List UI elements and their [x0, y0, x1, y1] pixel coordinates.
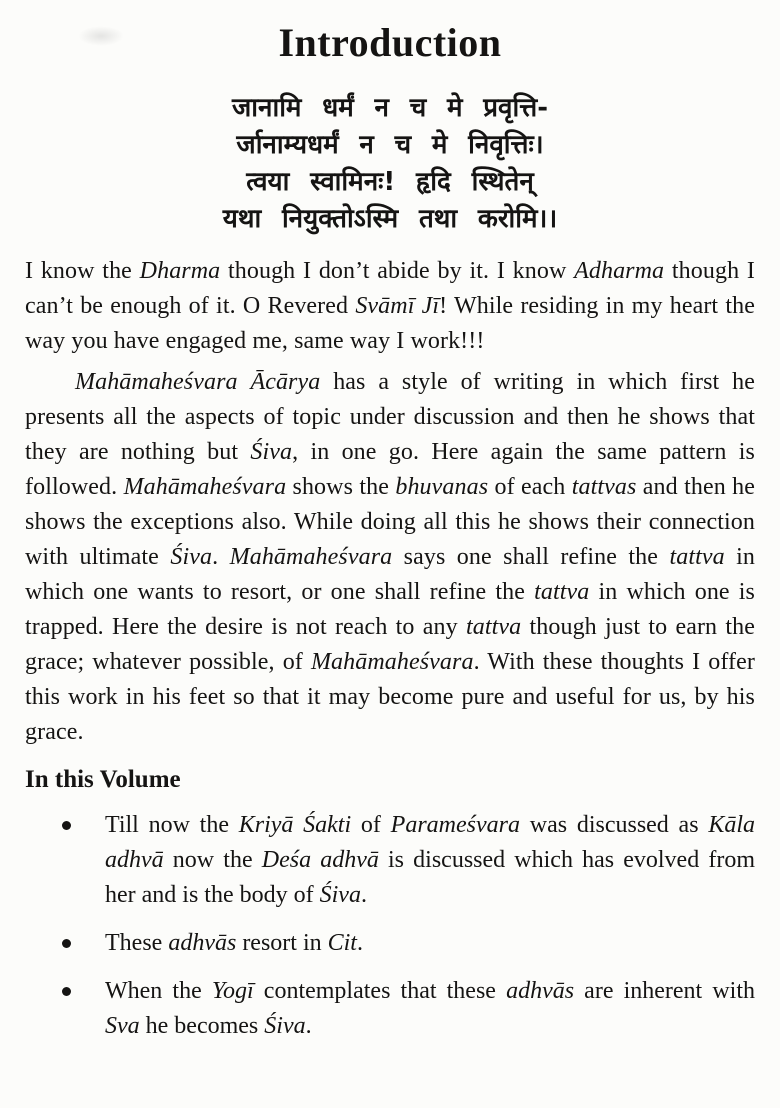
list-item-2: [25, 926, 755, 961]
sanskrit-verse: [25, 90, 755, 238]
verse-line-3: त्वया स्वामिनः! हृदि स्थितेन्: [246, 167, 534, 197]
bullet-icon: [62, 939, 71, 948]
section-heading: In this Volume: [25, 766, 181, 793]
bullet-text-1: Till now the Kriyā Śakti of Parameśvara was discussed as Kāla adhvā now the Deśa adhvā is discussed which has evolved from her and is the body of Śiva.: [105, 812, 755, 908]
list-item-3: [25, 974, 755, 1044]
page-title: Introduction: [278, 20, 502, 65]
verse-line-4: यथा नियुक्तोऽस्मि तथा करोमि।।: [222, 204, 558, 234]
bullet-icon: [62, 821, 71, 830]
verse-line-2: र्जानाम्यधर्मं न च मे निवृत्तिः।: [236, 130, 544, 160]
bullet-text-3: When the Yogī contemplates that these adhvās are inherent with Sva he becomes Śiva.: [105, 978, 756, 1039]
list-item-1: [25, 808, 755, 913]
bullet-text-2: These adhvās resort in Cit.: [105, 930, 363, 956]
verse-line-1: जानामि धर्मं न च मे प्रवृत्ति-: [232, 93, 548, 123]
paragraph-verse-translation: I know the Dharma though I don’t abide by it. I know Adharma though I can’t be enough of it. O Revered Svāmī Jī! While residing in my heart the way you have engaged me, same way I work!!!: [25, 258, 756, 354]
paragraph-commentary: Mahāmaheśvara Ācārya has a style of writing in which first he presents all the aspects of topic under discussion and then he shows that they are nothing but Śiva, in one go. Here again the same pattern is followed. Mahāmaheśvara shows the bhuvanas of each tattvas and then he shows the exceptions also. While doing all this he shows their connection with ultimate Śiva. Mahāmaheśvara says one shall refine the tattva in which one wants to resort, or one shall refine the tattva in which one is trapped. Here the desire is not reach to any tattva though just to earn the grace; whatever possible, of Mahāmaheśvara. With these thoughts I offer this work in his feet so that it may become pure and useful for us, by his grace.: [25, 369, 756, 745]
bullet-icon: [62, 987, 71, 996]
volume-bullet-list: [25, 808, 755, 1044]
